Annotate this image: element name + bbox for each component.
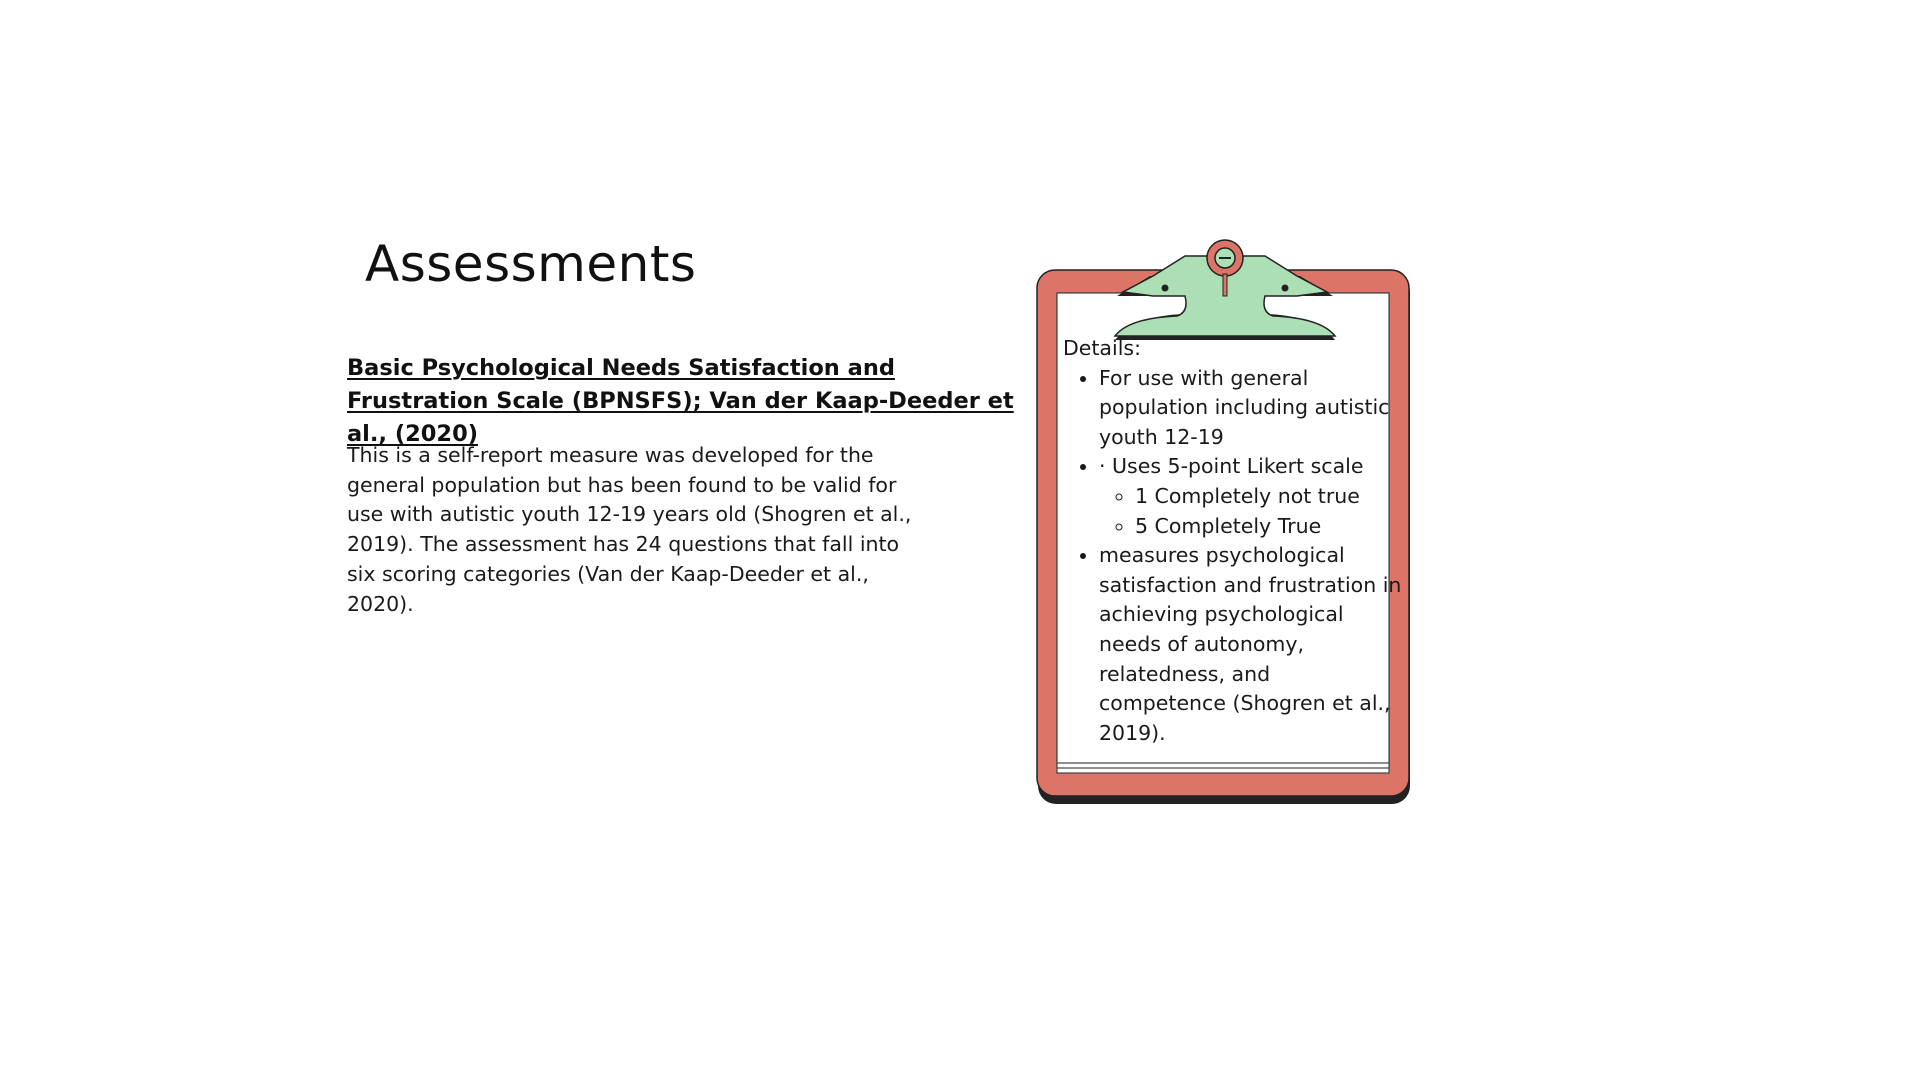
- sublist-item: ◦ 5 Completely True: [1135, 512, 1403, 542]
- list-item-label: · Uses 5-point Likert scale: [1099, 454, 1364, 479]
- assessment-heading: Basic Psychological Needs Satisfaction and Frustration Scale (BPNSFS); Van der Kaap-Deeder et al., (2020): [347, 355, 1014, 447]
- likert-sublist: [1099, 482, 1403, 541]
- details-label: Details:: [1063, 336, 1141, 360]
- assessment-description: This is a self-report measure was developed for the general population but has been found to be valid for use with autistic youth 12-19 years old (Shogren et al., 2019). The assessment has 24 questions that fall into six scoring categories (Van der Kaap-Deeder et al., 2020).: [347, 443, 912, 616]
- sublist-item: ◦ 1 Completely not true: [1135, 482, 1403, 512]
- clipboard-details: [1063, 334, 1403, 748]
- clipboard-illustration: [1035, 236, 1415, 806]
- details-list: [1063, 364, 1403, 749]
- list-item: [1099, 452, 1403, 541]
- list-item: • measures psychological satisfaction and frustration in achieving psychological needs of autonomy, relatedness, and competence (Shogren et al., 2019).: [1099, 541, 1403, 748]
- list-item: • For use with general population including autistic youth 12-19: [1099, 364, 1403, 453]
- slide-title: Assessments: [365, 235, 697, 293]
